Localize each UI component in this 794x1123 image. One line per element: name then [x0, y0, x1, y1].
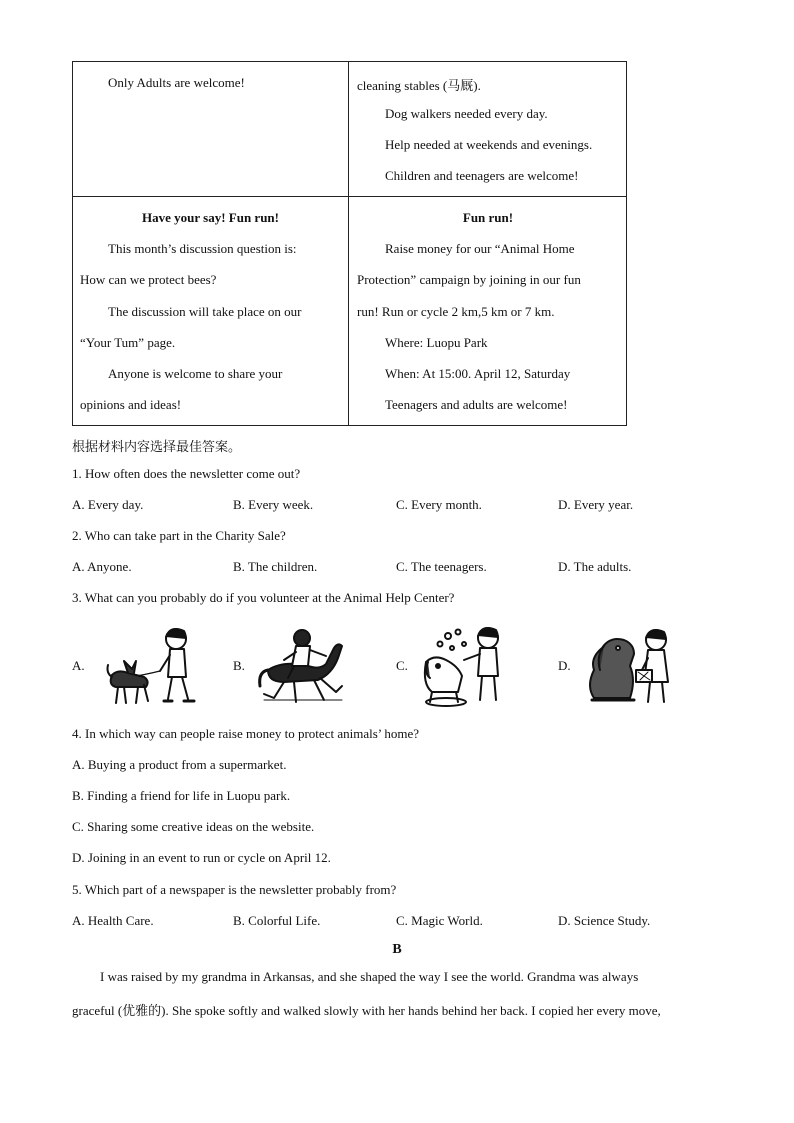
- boy-feeding-dog-image[interactable]: [584, 626, 676, 708]
- notice-text: Dog walkers needed every day.: [385, 106, 548, 121]
- option-a[interactable]: A. Anyone.: [72, 559, 132, 574]
- option-a[interactable]: A. Buying a product from a supermarket.: [72, 757, 287, 772]
- question-2: 2. Who can take part in the Charity Sale?: [72, 528, 286, 543]
- boy-walking-dog-image[interactable]: [104, 625, 200, 707]
- option-a[interactable]: A.: [72, 658, 85, 673]
- notice-text: Children and teenagers are welcome!: [385, 168, 579, 183]
- notice-text: When: At 15:00. April 12, Saturday: [385, 366, 571, 381]
- option-b[interactable]: B.: [233, 658, 245, 673]
- notice-text: cleaning stables (马厩).: [357, 78, 481, 93]
- notice-text: The discussion will take place on our: [108, 304, 302, 319]
- option-d[interactable]: D. Science Study.: [558, 913, 651, 928]
- question-5: 5. Which part of a newspaper is the newsletter probably from?: [72, 882, 397, 897]
- option-a[interactable]: A. Every day.: [72, 497, 144, 512]
- notice-text: Where: Luopu Park: [385, 335, 488, 350]
- notice-text: Help needed at weekends and evenings.: [385, 137, 593, 152]
- notice-text: Teenagers and adults are welcome!: [385, 397, 568, 412]
- section-heading: B: [392, 942, 402, 957]
- notice-text: Only Adults are welcome!: [108, 75, 245, 90]
- option-b[interactable]: B. Finding a friend for life in Luopu park.: [72, 788, 291, 803]
- notice-title: Have your say! Fun run!: [142, 210, 279, 225]
- table-divider-horizontal: [72, 196, 627, 197]
- notice-text: opinions and ideas!: [80, 397, 182, 412]
- option-c[interactable]: C. The teenagers.: [396, 559, 487, 574]
- option-b[interactable]: B. Every week.: [233, 497, 314, 512]
- question-4: 4. In which way can people raise money to protect animals’ home?: [72, 726, 420, 741]
- notice-text: “Your Tum” page.: [80, 335, 176, 350]
- option-c[interactable]: C. Sharing some creative ideas on the website.: [72, 819, 315, 834]
- notice-text: run! Run or cycle 2 km,5 km or 7 km.: [357, 304, 555, 319]
- table-divider-vertical: [348, 61, 349, 426]
- option-d[interactable]: D. Every year.: [558, 497, 634, 512]
- notice-text: Protection” campaign by joining in our fun: [357, 272, 581, 287]
- instruction: 根据材料内容选择最佳答案。: [72, 440, 242, 455]
- option-d[interactable]: D. The adults.: [558, 559, 632, 574]
- option-b[interactable]: B. Colorful Life.: [233, 913, 321, 928]
- question-1: 1. How often does the newsletter come out?: [72, 466, 301, 481]
- notice-title: Fun run!: [462, 210, 514, 225]
- passage-line: I was raised by my grandma in Arkansas, and she shaped the way I see the world. Grandma was always: [100, 969, 639, 984]
- option-a[interactable]: A. Health Care.: [72, 913, 154, 928]
- notice-text: Anyone is welcome to share your: [108, 366, 283, 381]
- option-c[interactable]: C. Every month.: [396, 497, 482, 512]
- notice-text: How can we protect bees?: [80, 272, 217, 287]
- question-3: 3. What can you probably do if you volunteer at the Animal Help Center?: [72, 590, 455, 605]
- notice-text: Raise money for our “Animal Home: [385, 241, 575, 256]
- option-c[interactable]: C.: [396, 658, 408, 673]
- notice-text: This month’s discussion question is:: [108, 241, 297, 256]
- boy-riding-horse-image[interactable]: [254, 626, 346, 708]
- option-b[interactable]: B. The children.: [233, 559, 318, 574]
- option-c[interactable]: C. Magic World.: [396, 913, 483, 928]
- option-d[interactable]: D.: [558, 658, 571, 673]
- option-d[interactable]: D. Joining in an event to run or cycle on April 12.: [72, 850, 331, 865]
- boy-washing-dog-image[interactable]: [418, 622, 510, 708]
- passage-line: graceful (优雅的). She spoke softly and walked slowly with her hands behind her back. I copied her every move,: [72, 1003, 661, 1018]
